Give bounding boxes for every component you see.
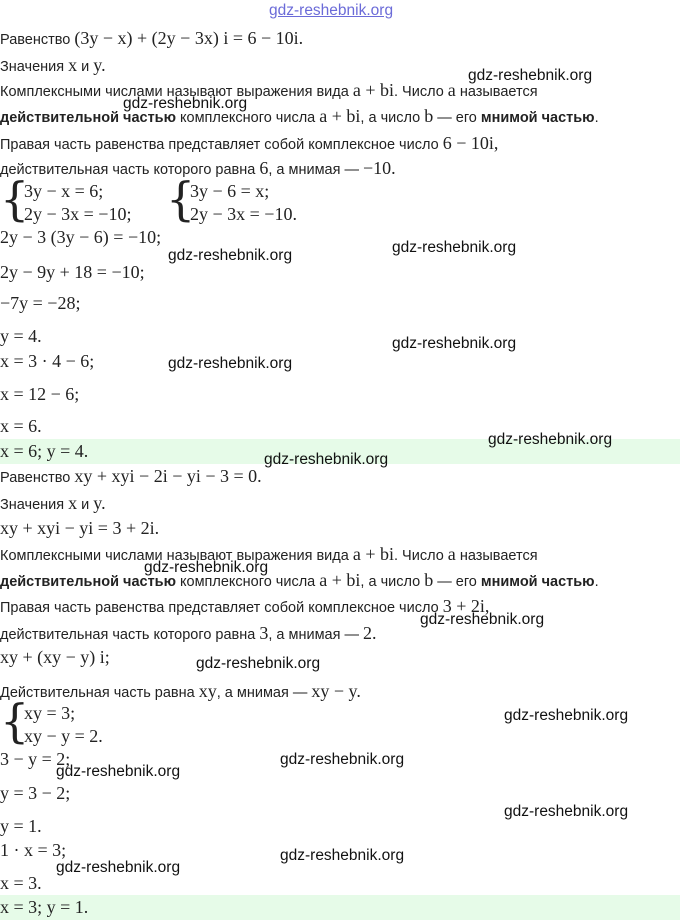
watermark: gdz-reshebnik.org (420, 611, 545, 628)
right-side-line-1a: Правая часть равенства представляет собой комплексное число 6 − 10i, (0, 133, 499, 153)
watermark: gdz-reshebnik.org (56, 763, 181, 780)
watermark: gdz-reshebnik.org (168, 355, 293, 372)
watermark: gdz-reshebnik.org (269, 2, 394, 19)
grouped-expression-2: xy + (xy − y) i; (0, 647, 110, 667)
definition-line-2a: Комплексными числами называют выражения вида a + bi. Число a называется (0, 544, 538, 564)
right-side-line-2a: Правая часть равенства представляет собой комплексное число 3 + 2i, (0, 596, 490, 616)
step-1-1: 2y − 3 (3y − 6) = −10; (0, 227, 162, 247)
equation-system-1b: { 3y − 6 = x; 2y − 3x = −10. (166, 172, 297, 226)
definition-line-2b: действительной частью комплексного числа a + bi, а число b — его мнимой частью. (0, 570, 599, 590)
watermark: gdz-reshebnik.org (504, 707, 629, 724)
step-1-2: 2y − 9y + 18 = −10; (0, 262, 145, 282)
definition-line-1a: Комплексными числами называют выражения вида a + bi. Число a называется (0, 80, 538, 100)
step-2-5: x = 3. (0, 873, 42, 893)
step-1-5: x = 3 · 4 − 6; (0, 351, 95, 371)
equation-statement-1: Равенство (3y − x) + (2y − 3x) i = 6 − 10i. (0, 28, 304, 48)
values-line-1: Значения x и y. (0, 55, 106, 75)
left-brace-icon: { (0, 694, 30, 748)
watermark: gdz-reshebnik.org (144, 559, 269, 576)
step-1-3: −7y = −28; (0, 293, 81, 313)
step-2-1: 3 − y = 2; (0, 749, 71, 769)
left-brace-icon: { (166, 172, 196, 226)
watermark: gdz-reshebnik.org (280, 751, 405, 768)
watermark: gdz-reshebnik.org (56, 859, 181, 876)
equation-statement-2: Равенство xy + xyi − 2i − yi − 3 = 0. (0, 466, 262, 486)
left-brace-icon: { (0, 172, 30, 226)
equation-system-2: { xy = 3; xy − y = 2. (0, 694, 103, 748)
equation-system-1a: { 3y − x = 6; 2y − 3x = −10; (0, 172, 132, 226)
watermark: gdz-reshebnik.org (280, 847, 405, 864)
watermark: gdz-reshebnik.org (123, 95, 248, 112)
definition-line-1b: действительной частью комплексного числа a + bi, а число b — его мнимой частью. (0, 106, 599, 126)
right-side-line-2b: действительная часть которого равна 3, а мнимая — 2. (0, 623, 377, 643)
step-2-3: y = 1. (0, 816, 42, 836)
watermark: gdz-reshebnik.org (504, 803, 629, 820)
right-side-line-1b: действительная часть которого равна 6, а мнимая — −10. (0, 158, 396, 178)
step-2-4: 1 · x = 3; (0, 840, 67, 860)
rearranged-equation-2: xy + xyi − yi = 3 + 2i. (0, 518, 160, 538)
step-1-7: x = 6. (0, 416, 42, 436)
answer-2: x = 3; y = 1. (0, 897, 89, 917)
values-line-2: Значения x и y. (0, 493, 106, 513)
watermark: gdz-reshebnik.org (392, 335, 517, 352)
answer-highlight-2 (0, 895, 680, 920)
watermark: gdz-reshebnik.org (468, 67, 593, 84)
step-1-6: x = 12 − 6; (0, 384, 80, 404)
watermark: gdz-reshebnik.org (488, 431, 613, 448)
watermark: gdz-reshebnik.org (392, 239, 517, 256)
watermark: gdz-reshebnik.org (196, 655, 321, 672)
watermark: gdz-reshebnik.org (168, 247, 293, 264)
parts-line-2: Действительная часть равна xy, а мнимая — xy − y. (0, 681, 361, 701)
step-1-4: y = 4. (0, 326, 42, 346)
step-2-2: y = 3 − 2; (0, 783, 71, 803)
watermark: gdz-reshebnik.org (264, 451, 389, 468)
answer-1: x = 6; y = 4. (0, 441, 89, 461)
